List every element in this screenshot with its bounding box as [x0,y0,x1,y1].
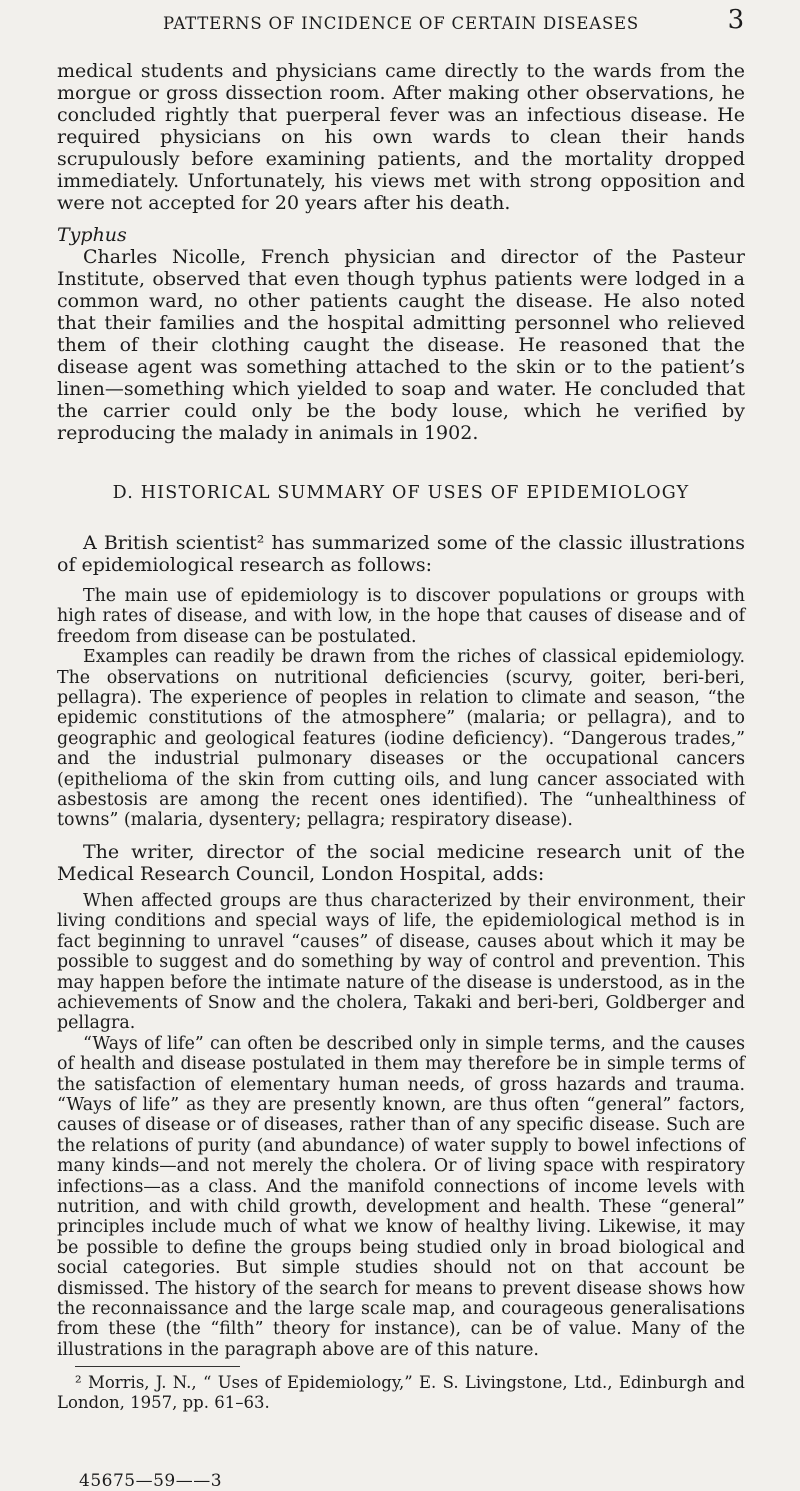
quote-paragraph: Examples can readily be drawn from the riches of classical epidemiology. The observations on nutritional deficiencies (scurvy, goiter, beri-beri, pellagra). The experience of peoples in relation to climate and season, “the epidemic constitutions of the atmosphere” (malaria; or pellagra), and to geographic and geological features (iodine deficiency). “Dangerous trades,” and the industrial pulmonary diseases or the occupational cancers (epithelioma of the skin from cutting oils, and lung cancer associated with asbestosis are among the recent ones identified). The “unhealthiness of towns” (malaria, dysentery; pellagra; respiratory disease). [57,647,745,831]
section-heading: D. HISTORICAL SUMMARY OF USES OF EPIDEMIOLOGY [112,483,690,503]
page-number: 3 [727,5,745,35]
quote-paragraph: The main use of epidemiology is to discover populations or groups with high rates of disease, and with low, in the hope that causes of disease and of freedom from disease can be postulated. [57,586,745,647]
intro-paragraph: medical students and physicians came directly to the wards from the morgue or gross dissection room. After making other observations, he concluded rightly that puerperal fever was an infectious disease. He required physicians on his own wards to clean their hands scrupulously before examining patients, and the mortality dropped immediately. Unfortunately, his views met with strong opposition and were not accepted for 20 years after his death. [57,60,745,214]
footnote: ² Morris, J. N., “ Uses of Epidemiology,” E. S. Livingstone, Ltd., Edinburgh and London, 1957, pp. 61–63. [57,1373,745,1413]
quote-paragraph: When affected groups are thus characterized by their environment, their living conditions and special ways of life, the epidemiological method is in fact beginning to unravel “causes” of disease, causes about which it may be possible to suggest and do something by way of control and prevention. This may happen before the intimate nature of the disease is understood, as in the achievements of Snow and the cholera, Takaki and beri-beri, Goldberger and pellagra. [57,890,745,1034]
quotation-block-2 [57,891,745,1360]
quote-paragraph: “Ways of life” can often be described only in simple terms, and the causes of health and disease postulated in them may therefore be in simple terms of the satisfaction of elementary human needs, of gross hazards and trauma. “Ways of life” as they are presently known, are thus often “general” factors, causes of disease or of diseases, rather than of any specific disease. Such are the relations of purity (and abundance) of water supply to bowel infections of many kinds—and not merely the cholera. Or of living space with respiratory infections—as a class. And the manifold connections of income levels with nutrition, and with child growth, development and health. These “general” principles include much of what we know of healthy living. Likewise, it may be possible to define the groups being studied only in broad biological and social categories. But simple studies should not on that account be dismissed. The history of the search for means to prevent disease shows how the reconnaissance and the large scale map, and courageous generalisations from these (the “filth” theory for instance), can be of value. Many of the illustrations in the paragraph above are of this nature. [57,1033,745,1360]
running-head [57,5,745,35]
typhus-heading: Typhus [57,224,127,246]
printer-signature: 45675—59——3 [79,1471,223,1491]
typhus-paragraph: Charles Nicolle, French physician and director of the Pasteur Institute, observed that even though typhus patients were lodged in a common ward, no other patients caught the disease. He also noted that their families and the hospital admitting personnel who relieved them of their clothing caught the disease. He reasoned that the disease agent was something attached to the skin or to the patient’s linen—something which yielded to soap and water. He concluded that the carrier could only be the body louse, which he verified by reproducing the malady in animals in 1902. [57,246,745,444]
british-scientist-paragraph: A British scientist² has summarized some of the classic illustrations of epidemiological research as follows: [57,532,745,576]
running-title: PATTERNS OF INCIDENCE OF CERTAIN DISEASES [162,14,640,33]
quotation-block-1 [57,586,745,831]
writer-paragraph: The writer, director of the social medicine research unit of the Medical Research Council, London Hospital, adds: [57,840,745,885]
footnote-rule [75,1366,240,1367]
